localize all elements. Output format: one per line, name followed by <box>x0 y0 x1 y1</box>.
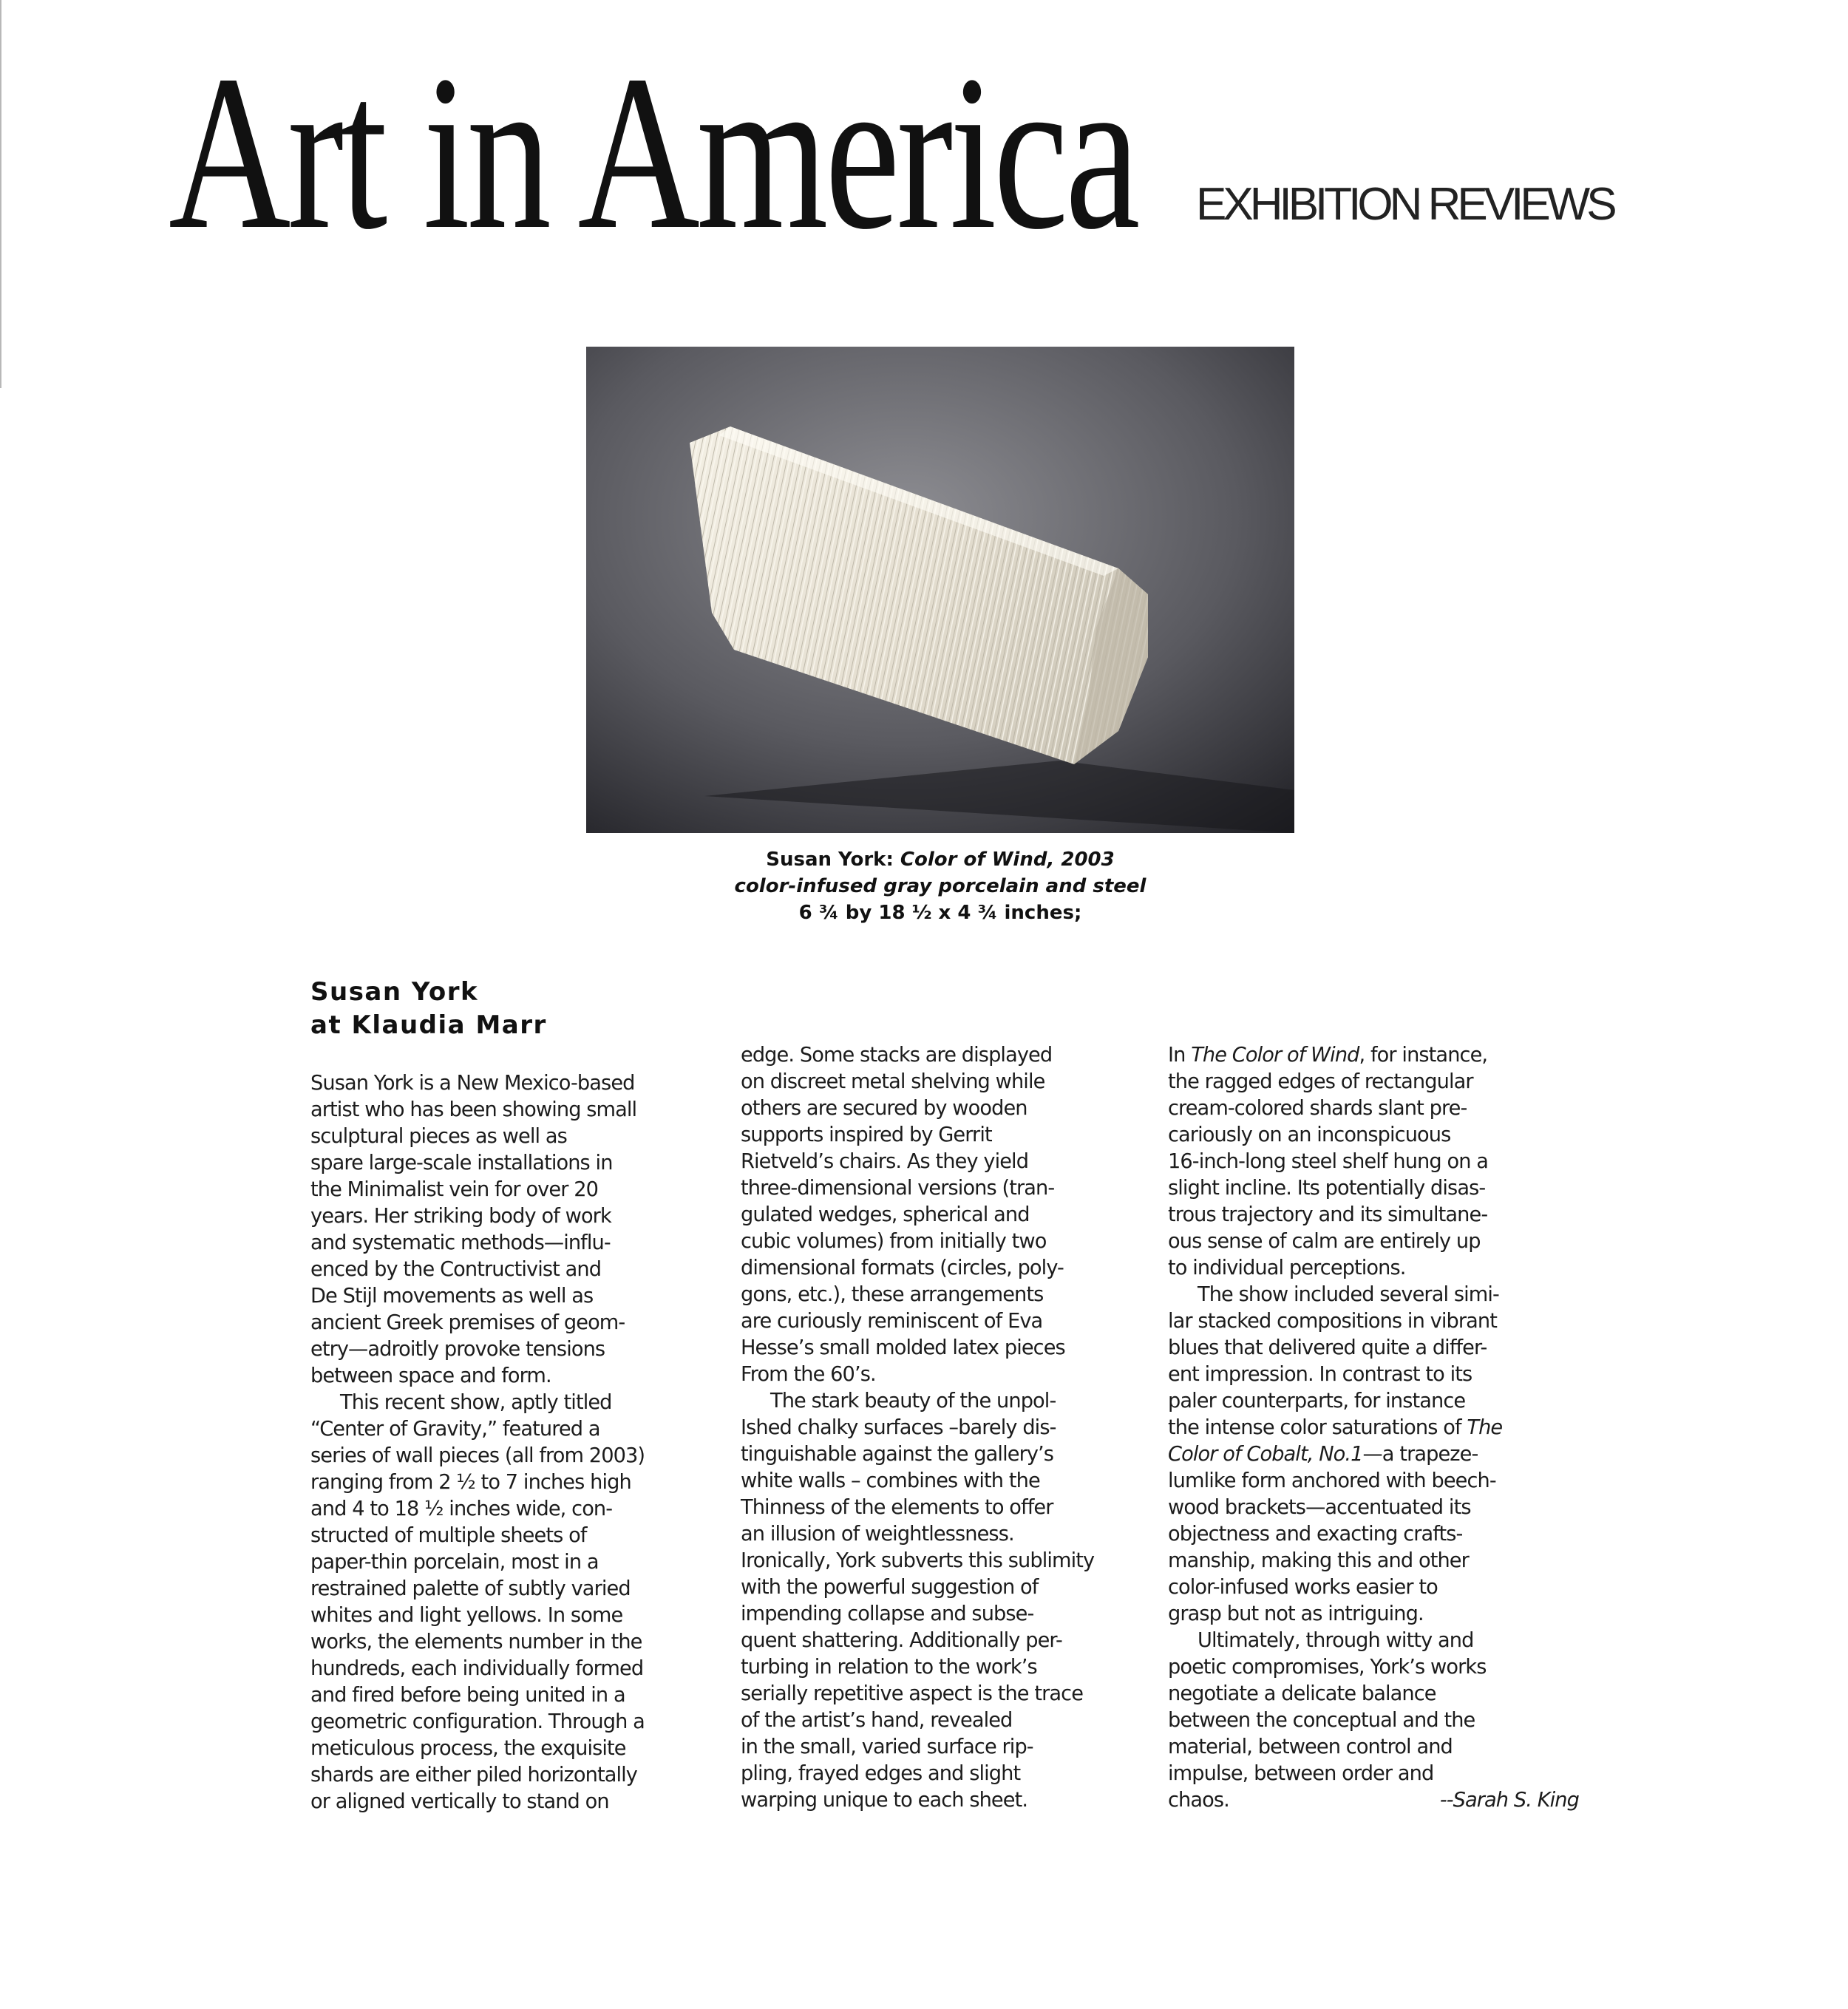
text-line: hundreds, each individually formed <box>310 1657 644 1680</box>
text-line: works, the elements number in the <box>310 1631 642 1653</box>
caption-line-1 <box>586 846 1294 873</box>
text-line: cream-colored shards slant pre- <box>1168 1097 1467 1120</box>
caption-title: Color of Wind, 2003 <box>900 849 1115 871</box>
text-line: gons, etc.), these arrangements <box>741 1283 1044 1306</box>
page-edge-line <box>0 0 1 388</box>
text-line: geometric configuration. Through a <box>310 1710 645 1733</box>
text-line: Color of Cobalt, No.1—a trapeze- <box>1168 1443 1478 1466</box>
author-signature: --Sarah S. King <box>1439 1789 1579 1812</box>
text-line: Hesse’s small molded latex pieces <box>741 1336 1065 1359</box>
text-line: or aligned vertically to stand on <box>310 1790 609 1813</box>
text-line: others are secured by wooden <box>741 1097 1027 1120</box>
text-line: objectness and exacting crafts- <box>1168 1523 1463 1546</box>
text-line: dimensional formats (circles, poly- <box>741 1257 1064 1279</box>
caption-medium: color-infused gray porcelain and steel <box>734 875 1146 897</box>
text-line: years. Her striking body of work <box>310 1205 611 1228</box>
text-line: Rietveld’s chairs. As they yield <box>741 1150 1029 1173</box>
text-line: poetic compromises, York’s works <box>1168 1656 1487 1679</box>
text-line: trous trajectory and its simultane- <box>1168 1203 1488 1226</box>
work-title: The Color of Wind <box>1191 1044 1359 1067</box>
text-line: “Center of Gravity,” featured a <box>310 1418 600 1441</box>
text-line: negotiate a delicate balance <box>1168 1682 1436 1705</box>
text-line: turbing in relation to the work’s <box>741 1656 1037 1679</box>
text-line: and 4 to 18 ½ inches wide, con- <box>310 1498 613 1520</box>
article-column-1 <box>310 1070 695 1815</box>
text-line: impending collapse and subse- <box>741 1602 1034 1625</box>
text-line: paler counterparts, for instance <box>1168 1390 1466 1413</box>
text-line: lar stacked compositions in vibrant <box>1168 1310 1497 1333</box>
text-line: chaos. --Sarah S. King <box>1168 1787 1552 1814</box>
text-line: ous sense of calm are entirely up <box>1168 1230 1481 1253</box>
photo-caption <box>586 846 1294 926</box>
text-line: the intense color saturations of The <box>1168 1416 1503 1439</box>
caption-artist: Susan York: <box>766 849 900 871</box>
text-line: to individual perceptions. <box>1168 1257 1406 1279</box>
text-line: enced by the Contructivist and <box>310 1258 602 1281</box>
text-line: pling, frayed edges and slight <box>741 1762 1021 1785</box>
text-line: 16-inch-long steel shelf hung on a <box>1168 1150 1489 1173</box>
text-line: This recent show, aptly titled <box>340 1391 612 1414</box>
article-column-2 <box>741 1042 1125 1814</box>
text-line: De Stijl movements as well as <box>310 1285 594 1308</box>
text-line: spare large-scale installations in <box>310 1152 613 1175</box>
text-line: ranging from 2 ½ to 7 inches high <box>310 1471 631 1494</box>
text-line: Thinness of the elements to offer <box>741 1496 1053 1519</box>
text-line: lumlike form anchored with beech- <box>1168 1469 1496 1492</box>
text-line: impulse, between order and <box>1168 1762 1434 1785</box>
text-line: color-infused works easier to <box>1168 1576 1438 1599</box>
text-line: cubic volumes) from initially two <box>741 1230 1047 1253</box>
text-line: between space and form. <box>310 1364 551 1387</box>
artwork-photo <box>586 347 1294 833</box>
text-line: etry—adroitly provoke tensions <box>310 1338 605 1361</box>
text-line: The stark beauty of the unpol- <box>770 1390 1056 1413</box>
text-line: tinguishable against the gallery’s <box>741 1443 1054 1466</box>
text-line: ancient Greek premises of geom- <box>310 1311 625 1334</box>
text-line: between the conceptual and the <box>1168 1709 1475 1732</box>
review-headline <box>310 976 547 1042</box>
caption-dimensions: 6 ¾ by 18 ½ x 4 ¾ inches; <box>798 902 1082 924</box>
text-line: manship, making this and other <box>1168 1549 1469 1572</box>
text-line: sculptural pieces as well as <box>310 1125 567 1148</box>
text-line: and fired before being united in a <box>310 1684 625 1707</box>
headline-artist: Susan York <box>310 977 479 1007</box>
headline-venue: at Klaudia Marr <box>310 1010 547 1040</box>
text-line: warping unique to each sheet. <box>741 1789 1028 1812</box>
text-line: The show included several simi- <box>1198 1283 1499 1306</box>
text-line: restrained palette of subtly varied <box>310 1577 631 1600</box>
text-line: edge. Some stacks are displayed <box>741 1044 1053 1067</box>
text-line: artist who has been showing small <box>310 1098 637 1121</box>
text-line: wood brackets—accentuated its <box>1168 1496 1471 1519</box>
text-line: Ironically, York subverts this sublimity <box>741 1549 1095 1572</box>
text-line: three-dimensional versions (tran- <box>741 1177 1055 1200</box>
text-line: material, between control and <box>1168 1736 1453 1758</box>
text-line: gulated wedges, spherical and <box>741 1203 1030 1226</box>
text-line: Ished chalky surfaces –barely dis- <box>741 1416 1056 1439</box>
text-line: cariously on an inconspicuous <box>1168 1124 1451 1146</box>
text-line: series of wall pieces (all from 2003) <box>310 1444 645 1467</box>
text-line: serially repetitive aspect is the trace <box>741 1682 1084 1705</box>
article-column-3 <box>1168 1042 1579 1814</box>
text-line: slight incline. Its potentially disas- <box>1168 1177 1486 1200</box>
masthead-logo <box>169 41 1174 248</box>
text-line: grasp but not as intriguing. <box>1168 1602 1424 1625</box>
text-line: Susan York is a New Mexico-based <box>310 1072 635 1095</box>
text-line: are curiously reminiscent of Eva <box>741 1310 1043 1333</box>
text-line: In The Color of Wind, for instance, <box>1168 1044 1488 1067</box>
text-line: the ragged edges of rectangular <box>1168 1070 1473 1093</box>
text-line: structed of multiple sheets of <box>310 1524 587 1547</box>
text-line: in the small, varied surface rip- <box>741 1736 1033 1758</box>
text-line: quent shattering. Additionally per- <box>741 1629 1062 1652</box>
text-line: supports inspired by Gerrit <box>741 1124 992 1146</box>
text-line: and systematic methods—influ- <box>310 1231 611 1254</box>
text-line: white walls – combines with the <box>741 1469 1040 1492</box>
text-line: Ultimately, through witty and <box>1198 1629 1474 1652</box>
text-line: whites and light yellows. In some <box>310 1604 623 1627</box>
text-line: meticulous process, the exquisite <box>310 1737 626 1760</box>
text-line: paper-thin porcelain, most in a <box>310 1551 599 1574</box>
masthead-title: Art in America <box>169 41 1140 248</box>
text-line: shards are either piled horizontally <box>310 1764 637 1787</box>
text-line: blues that delivered quite a differ- <box>1168 1336 1487 1359</box>
text-line: ent impression. In contrast to its <box>1168 1363 1472 1386</box>
text-line: the Minimalist vein for over 20 <box>310 1178 599 1201</box>
text-line: with the powerful suggestion of <box>741 1576 1039 1599</box>
text-line: of the artist’s hand, revealed <box>741 1709 1013 1732</box>
text-line: an illusion of weightlessness. <box>741 1523 1014 1546</box>
text-line: From the 60’s. <box>741 1363 876 1386</box>
masthead-svg <box>169 41 1174 248</box>
work-title: The <box>1467 1416 1503 1439</box>
section-label: EXHIBITION REVIEWS <box>1196 179 1614 230</box>
work-title: Color of Cobalt, No.1 <box>1168 1443 1363 1466</box>
porcelain-sculpture-photo <box>586 347 1294 833</box>
text-line: on discreet metal shelving while <box>741 1070 1045 1093</box>
